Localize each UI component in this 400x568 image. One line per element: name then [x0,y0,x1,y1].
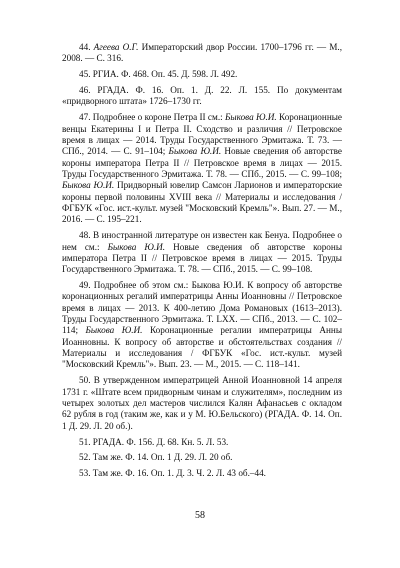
note-text: 47. Подробнее о короне Петра II см.: [79,112,225,123]
note-text: 49. Подробнее об этом см.: Быкова Ю.И. К вопросу об авторстве коронационных регалий императрицы Анны Иоанновны // Петровское время в лицах — 2013. К 400-летию Дома Романовых (1613–2013). Труды Государственного Эрмитажа. Т. LXX. — СПб., 2013. — С. 102–114; [62,280,342,336]
endnote [62,112,342,225]
note-text: 44. [79,42,94,52]
endnote [62,69,342,80]
note-text: Коронационные регалии императрицы Анны Иоанновны. К вопросу об авторстве и обстоятельствах создания // Материалы и исследования / ФГБУК «Гос. ист.-культ. музей "Московский Кремль"». Вып. 23. — М., 2015. — С. 118–141. [62,325,342,370]
endnote [62,230,342,275]
author-name: Быкова Ю.И. [168,146,222,157]
author-name: Быкова Ю.И. [62,180,115,191]
note-text: 50. В утвержденном императрицей Анной Иоанновной 14 апреля 1731 г. «Штате всем придворным чинам и служителям», последним из четырех золотых дел мастеров числился Калян Афанасьев с окладом 62 рубля в год (таким же, как и у М. Ю.Бельского) (РГАДА. Ф. 14. Оп. 1 Д. 29. Л. 20 об.). [62,375,342,431]
note-text: Новые сведения об авторстве короны императора Петра II // Петровское время в лицах — 2015. Труды Государственного Эрмитажа. Т. 78. — СПб., 2015. — С. 99–108. [62,241,342,275]
note-text: 46. РГАДА. Ф. 16. Оп. 1. Д. 22. Л. 155. По документам «придворного штата» 1726–1730 гг. [62,85,342,107]
page-number: 58 [195,510,205,521]
endnote [62,42,342,65]
endnote [62,85,342,108]
author-name: Быкова Ю.И. [224,112,277,123]
note-text: 45. РГИА. Ф. 468. Оп. 45. Д. 598. Л. 492. [79,69,238,80]
note-text: 53. Там же. Ф. 16. Оп. 1. Д. 3. Ч. 2. Л. 43 об.–44. [79,468,266,479]
note-text: Новые сведения об авторстве короны императора Петра II // Петровское время в лицах — 2015. Труды Государственного Эрмитажа. Т. 78. — СПб., 2015. — С. 99–108; [62,146,342,179]
author-name: Агеева О.Г. [93,42,139,52]
note-text: Коронационные венцы Екатерины I и Петра II. Сходство и различия // Петровское время в лицах — 2014. Труды Государственного Эрмитажа. Т. 73. — СПб., 2014. — С. 91–104; [62,112,342,157]
endnote [62,468,342,479]
endnote [62,280,342,371]
note-text: 48. В иностранной литературе он известен как Бенуа. Подробнее о нем см.: [62,230,342,252]
endnote [62,437,342,448]
note-text: 51. РГАДА. Ф. 156. Д. 68. Кн. 5. Л. 53. [79,436,229,447]
author-name: Быкова Ю.И. [107,241,166,252]
endnotes-list [62,42,342,484]
author-name: Быкова Ю.И. [85,325,143,336]
note-text: Императорский двор России. 1700–1796 гг. — М., 2008. — С. 316. [62,42,342,64]
endnote [62,375,342,432]
note-text: Придворный ювелир Самсон Ларионов и императорские короны первой половины XVIII века // Материалы и исследования / ФГБУК «Гос. ист.-культ. музей "Московский Кремль"». Вып. 27. — М., 2016. — С. 195–221. [62,180,342,225]
endnote [62,452,342,463]
note-text: 52. Там же. Ф. 14. Оп. 1 Д. 29. Л. 20 об. [79,452,233,463]
